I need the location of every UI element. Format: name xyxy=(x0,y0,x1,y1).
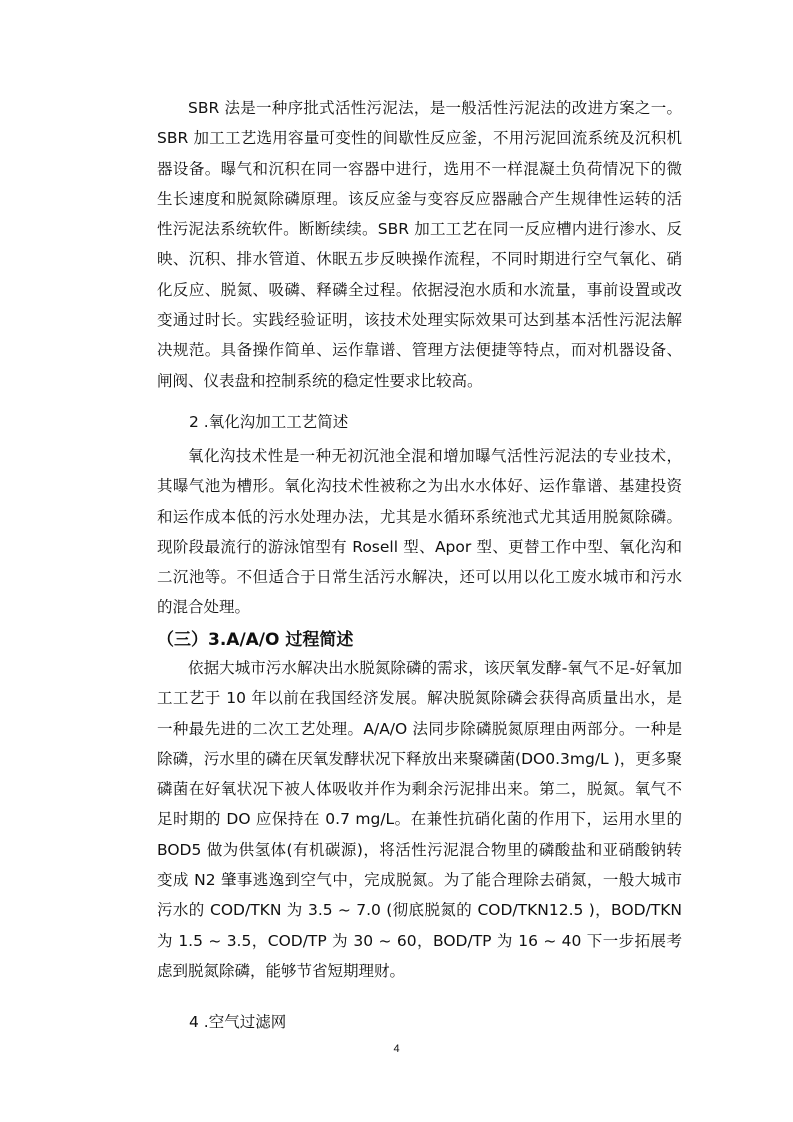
page-number: 4 xyxy=(393,1043,400,1055)
heading-air-filter: 4 .空气过滤网 xyxy=(189,1013,287,1031)
heading-aao-section: （三）3.A/A/O 过程简述 xyxy=(157,630,354,650)
paragraph-aao-process: 依据大城市污水解决出水脱氮除磷的需求，该厌氧发酵-氧气不足-好氧加工工艺于 10 年以前在我国经济发展。解决脱氮除磷会获得高质量出水，是一种最先进的二次工艺处理。A/A/O 法同步除磷脱氮原理由两部分。一种是除磷，污水里的磷在厌氧发酵状况下释放出来聚磷菌(DO0.3mg/L )，更多聚磷菌在好氧状况下被人体吸收并作为剩余污泥排出来。第二，脱氮。氧气不足时期的 DO 应保持在 0.7 mg/L。在兼性抗硝化菌的作用下，运用水里的 BOD5 做为供氢体(有机碳源)，将活性污泥混合物里的磷酸盐和亚硝酸钠转变成 N2 肇事逃逸到空气中，完成脱氮。为了能合理除去硝氮，一般大城市污水的 COD/TKN 为 3.5 ~ 7.0 (彻底脱氮的 COD/TKN12.5 )，BOD/TKN 为 1.5 ~ 3.5，COD/TP 为 30 ~ 60，BOD/TP 为 16 ~ 40 下一步拓展考虑到脱氮除磷，能够节省短期理财。 xyxy=(157,659,682,980)
paragraph-sbr-process: SBR 法是一种序批式活性污泥法，是一般活性污泥法的改进方案之一。SBR 加工工艺选用容量可变性的间歇性反应釜，不用污泥回流系统及沉积机器设备。曝气和沉积在同一容器中进行，选用不一样混凝土负荷情况下的微生长速度和脱氮除磷原理。该反应釜与变容反应器融合产生规律性运转的活性污泥法系统软件。断断续续。SBR 加工工艺在同一反应槽内进行渗水、反映、沉积、排水管道、休眠五步反映操作流程，不同时期进行空气氧化、硝化反应、脱氮、吸磷、释磷全过程。依据浸泡水质和水流量，事前设置或改变通过时长。实践经验证明，该技术处理实际效果可达到基本活性污泥法解决规范。具备操作简单、运作靠谱、管理方法便捷等特点，而对机器设备、闸阀、仪表盘和控制系统的稳定性要求比较高。 xyxy=(157,99,682,390)
heading-oxidation-ditch: 2 .氧化沟加工工艺简述 xyxy=(189,413,349,431)
paragraph-oxidation-ditch: 氧化沟技术性是一种无初沉池全混和增加曝气活性污泥法的专业技术，其曝气池为槽形。氧化沟技术性被称之为出水水体好、运作靠谱、基建投资和运作成本低的污水处理办法，尤其是水循环系统池式尤其适用脱氮除磷。现阶段最流行的游泳馆型有 Rosell 型、Apor 型、更替工作中型、氧化沟和二沉池等。不但适合于日常生活污水解决，还可以用以化工废水城市和污水的混合处理。 xyxy=(157,447,682,617)
